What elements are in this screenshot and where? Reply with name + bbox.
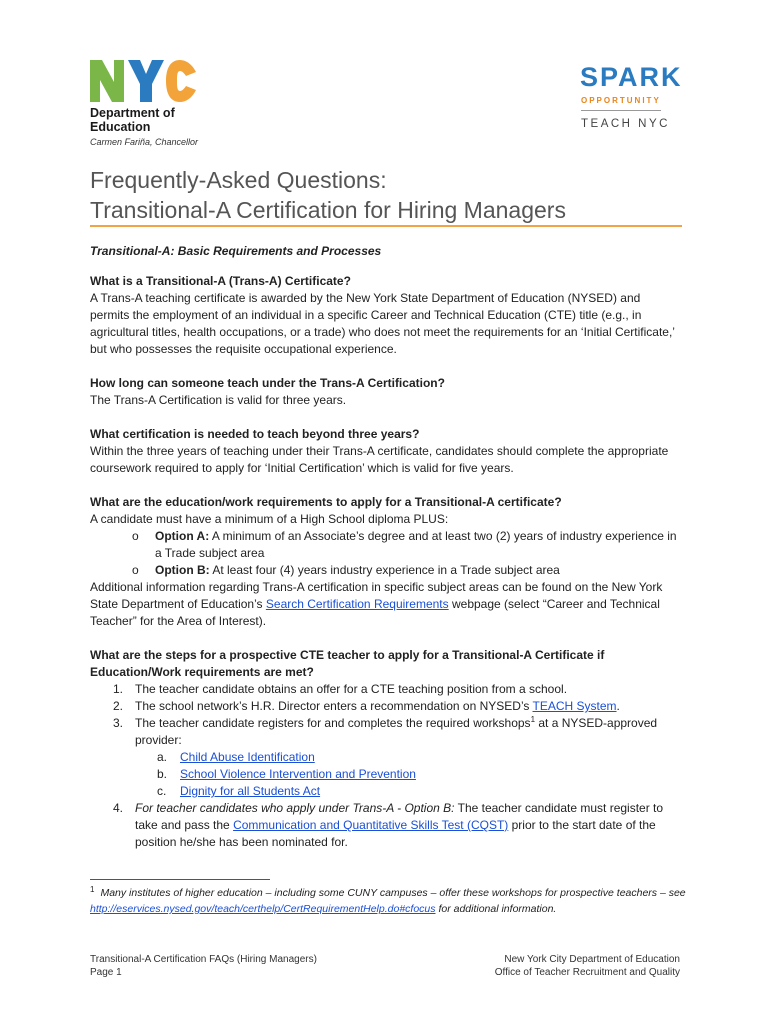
steps-list: [90, 681, 682, 851]
step-4: [90, 800, 682, 851]
additional-info-post: webpage (select “Career and Technical Teacher” for the Area of Interest).: [90, 597, 660, 628]
answer-2: The Trans-A Certification is valid for three years.: [90, 393, 347, 407]
title-divider: [90, 225, 682, 227]
doe-line-2: Education: [90, 120, 151, 134]
question-3: What certification is needed to teach beyond three years?: [90, 427, 420, 441]
option-b-label: Option B:: [155, 563, 210, 577]
step-2-text: The school network’s H.R. Director enters a recommendation on NYSED’s: [135, 699, 530, 713]
footnote-link[interactable]: http://eservices.nysed.gov/teach/certhelp/CertRequirementHelp.do#cfocus: [90, 903, 436, 915]
footnote-text: Many institutes of higher education – including some CUNY campuses – offer these workshops for prospective teachers – see: [100, 887, 686, 899]
step-3: [90, 715, 682, 749]
school-violence-link[interactable]: School Violence Intervention and Prevention: [180, 767, 416, 781]
step-1-number: 1.: [113, 682, 124, 696]
additional-info-pre: Additional information regarding Trans-A certification in specific subject areas can be found on the New York State Department of Education’s: [90, 580, 663, 611]
footnote-divider: [90, 879, 270, 880]
search-certification-link[interactable]: Search Certification Requirements: [265, 597, 449, 611]
option-b-bullet: o: [132, 563, 139, 577]
footer-page-number: Page 1: [90, 967, 122, 978]
step-2-text-post: .: [616, 699, 620, 713]
requirements-intro: A candidate must have a minimum of a High School diploma PLUS:: [90, 512, 449, 526]
footer-doc-title: Transitional-A Certification FAQs (Hiring Managers): [90, 954, 317, 965]
spark-opportunity: OPPORTUNITY: [581, 96, 661, 105]
section-heading: Transitional-A: Basic Requirements and Processes: [90, 244, 382, 258]
step-2-number: 2.: [113, 699, 124, 713]
question-5-line-2: Education/Work requirements are met?: [90, 665, 314, 679]
step-3-text: The teacher candidate registers for and completes the required workshops: [135, 716, 531, 730]
spark-teach-nyc-logo: [580, 62, 683, 142]
question-5: [90, 647, 682, 681]
step-3-number: 3.: [113, 716, 124, 730]
additional-info: [90, 579, 682, 630]
nyc-doe-logo: [90, 60, 220, 160]
footer-right: [495, 953, 680, 979]
doe-line-1: Department of: [90, 106, 175, 120]
footnote: [90, 885, 690, 917]
title-line-1: Frequently-Asked Questions:: [90, 167, 387, 193]
workshop-b-letter: b.: [157, 767, 168, 781]
workshop-c-letter: c.: [157, 784, 167, 798]
question-1: What is a Transitional-A (Trans-A) Certificate?: [90, 274, 351, 288]
answer-3: Within the three years of teaching under their Trans-A certificate, candidates should complete the appropriate coursework required to apply for ‘Initial Certification’ which is valid for five years.: [90, 444, 669, 475]
step-3-text-post: at a NYSED-approved provider:: [135, 716, 658, 747]
faq-content: [90, 243, 682, 851]
workshop-a: [90, 749, 682, 766]
answer-1: A Trans-A teaching certificate is awarded by the New York State Department of Education (NYSED) and permits the employment of an individual in a specific Career and Technical Education (CTE) title (e.g., in agricultural titles, health occupations, or a trade) who does not meet the requirements for an ‘Initial Certificate,’ but who possesses the requisite occupational experience.: [90, 291, 675, 356]
footnote-text-post: for additional information.: [438, 903, 557, 915]
nyc-letters-logo-icon: [90, 60, 200, 102]
chancellor-name: Carmen Fariña, Chancellor: [90, 137, 199, 147]
page-title: [90, 165, 680, 225]
step-4-number: 4.: [113, 801, 124, 815]
teach-nyc-text: TEACH NYC: [581, 118, 670, 130]
child-abuse-link[interactable]: Child Abuse Identification: [180, 750, 315, 764]
question-2: How long can someone teach under the Trans-A Certification?: [90, 376, 445, 390]
step-4-text: The teacher candidate must register to take and pass the: [135, 801, 664, 832]
workshop-a-letter: a.: [157, 750, 168, 764]
dignity-act-link[interactable]: Dignity for all Students Act: [180, 784, 321, 798]
option-a-text: A minimum of an Associate’s degree and at least two (2) years of industry experience in a Trade subject area: [155, 529, 677, 560]
cqst-link[interactable]: Communication and Quantitative Skills Test (CQST): [233, 818, 509, 832]
footer-org: New York City Department of Education: [504, 954, 680, 965]
option-b-text: At least four (4) years industry experience in a Trade subject area: [212, 563, 560, 577]
workshop-b: [90, 766, 682, 783]
footer-office: Office of Teacher Recruitment and Quality: [494, 967, 680, 978]
question-4: What are the education/work requirements to apply for a Transitional-A certificate?: [90, 495, 562, 509]
footnote-ref[interactable]: 1: [530, 715, 536, 724]
option-b: [90, 562, 682, 579]
step-4-italic: For teacher candidates who apply under Trans-A - Option B:: [135, 801, 455, 815]
footnote-number: 1: [90, 884, 95, 894]
step-1: [90, 681, 682, 698]
spark-word: SPARK: [580, 62, 683, 92]
option-a: [90, 528, 682, 562]
teach-system-link[interactable]: TEACH System: [532, 699, 617, 713]
workshop-c: [90, 783, 682, 800]
step-2: [90, 698, 682, 715]
step-4-text-post: prior to the start date of the position he/she has been nominated for.: [135, 818, 656, 849]
title-line-2: Transitional-A Certification for Hiring Managers: [90, 197, 566, 223]
footer-left: [90, 953, 317, 979]
option-a-bullet: o: [132, 529, 139, 543]
option-a-label: Option A:: [155, 529, 210, 543]
spark-divider: [581, 110, 661, 111]
question-5-line-1: What are the steps for a prospective CTE teacher to apply for a Transitional-A Certificate if: [90, 648, 605, 662]
step-1-text: The teacher candidate obtains an offer for a CTE teaching position from a school.: [135, 682, 568, 696]
